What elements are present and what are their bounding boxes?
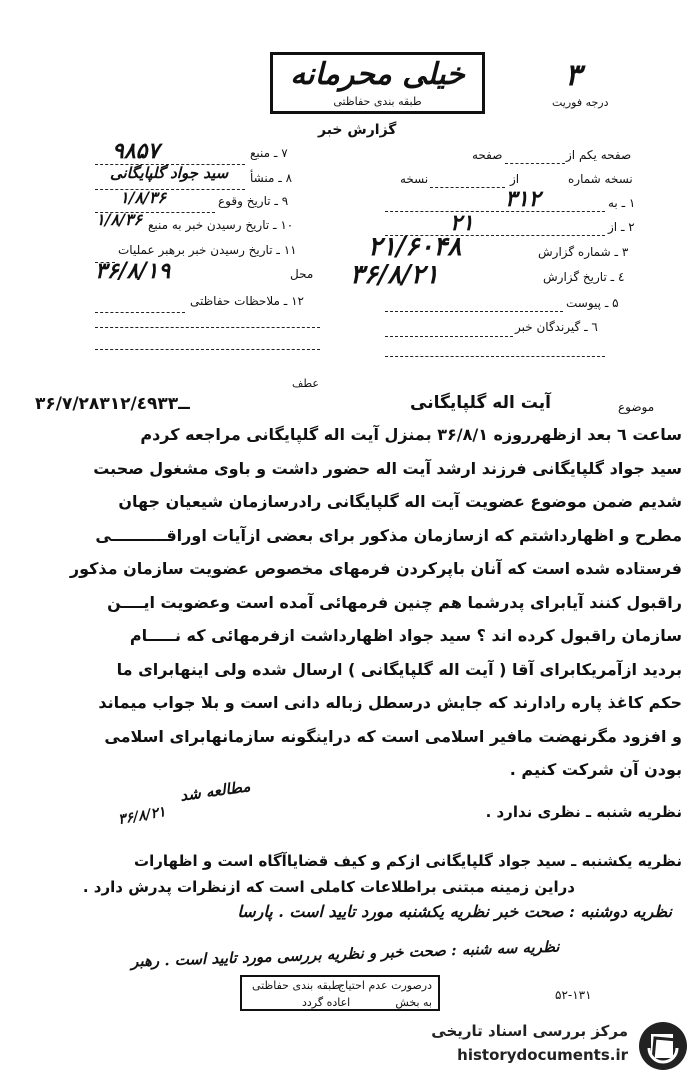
report-body bbox=[32, 418, 682, 787]
right-field-value: ۳۱۲ bbox=[505, 186, 541, 212]
left-field-label: ۱۰ ـ تاریخ رسیدن خبر به منبع bbox=[148, 218, 294, 232]
handwritten-monday: نظریه دوشنبه : صحت خبر نظریه یکشنبه مورد تایید است . پارسا bbox=[237, 902, 672, 921]
report-title: گزارش خبر bbox=[318, 122, 397, 138]
classification-text: خیلی محرمانه bbox=[290, 57, 465, 92]
body-line: شدیم ضمن موضوع عضویت آیت اله گلپایگانی رادرسازمان شیعیان جهان bbox=[118, 492, 682, 511]
right-field-label: ٦ ـ گیرندگان خبر bbox=[515, 320, 598, 334]
stamp-line: اعاده گردد bbox=[302, 996, 351, 1009]
subject-label: موضوع bbox=[618, 400, 655, 414]
archive-logo-icon bbox=[635, 1018, 691, 1074]
body-line: سید جواد گلپایگانی فرزند ارشد آیت اله حضور داشت و باوی مشغول صحبت bbox=[93, 458, 682, 478]
right-field-value: ۳۶/۸/۲۱ bbox=[350, 260, 439, 290]
field-line bbox=[430, 187, 505, 188]
body-line: ساعت ٦ بعد ازظهرروزه ۳۶/۸/۱ بمنزل آیت اله گلپایگانی مراجعه کردم bbox=[140, 425, 682, 444]
body-line: راقبول کنند آیابرای پدرشما هم چنین فرمهائی آمده است وعضویت ایــــن bbox=[107, 592, 682, 612]
field-line bbox=[385, 336, 513, 337]
priority-value: ۳ bbox=[565, 58, 582, 93]
field-line bbox=[95, 327, 320, 328]
watermark-name: مرکز بررسی اسناد تاریخی bbox=[431, 1022, 628, 1040]
right-field-extra: نسخه bbox=[400, 172, 429, 186]
reference-value: ۳۶/۷/۲۸ــ۳۱۲/٤۹۳۳ bbox=[35, 394, 190, 414]
bottom-classification-stamp bbox=[240, 975, 440, 1011]
body-line: بردید ازآمریکابرای آقا ( آیت اله گلپایگانی ) ارسال شده ولی اینهابرای ما bbox=[116, 659, 682, 679]
watermark-site: historydocuments.ir bbox=[457, 1046, 628, 1064]
left-field-label: ۱۲ ـ ملاحظات حفاظتی bbox=[190, 294, 304, 308]
right-field-label: ۳ ـ شماره گزارش bbox=[538, 245, 629, 259]
left-field-label: ۸ ـ منشأ bbox=[250, 171, 293, 185]
field-line bbox=[95, 312, 185, 313]
body-line: فرستاده شده است که آنان باپرکردن فرمهای مخصوص عضویت سازمان مذکور bbox=[69, 559, 682, 578]
field-line bbox=[95, 349, 320, 350]
field-line bbox=[385, 211, 605, 212]
left-field-label: ۱۱ ـ تاریخ رسیدن خبر برهبر عملیات bbox=[118, 243, 297, 257]
right-field-label: ۲ ـ از bbox=[608, 220, 635, 234]
left-field-label: ۷ ـ منبع bbox=[250, 146, 288, 160]
field-line bbox=[95, 189, 245, 190]
reference-label: عطف bbox=[292, 377, 319, 390]
left-field-label: محل bbox=[290, 267, 314, 281]
body-line: مطرح و اظهارداشتم که ازسازمان مذکور برای بعضی ازآیات اوراقــــــــــی bbox=[95, 525, 682, 545]
handwritten-date: ۳۶/۸/۲۱ bbox=[116, 803, 167, 829]
right-field-label: نسخه شماره bbox=[568, 172, 633, 186]
handwritten-note: مطالعه شد bbox=[179, 777, 252, 805]
body-line: سازمان راقبول کرده اند ؟ سید جواد اظهارداشت ازفرمهائی که نـــــام bbox=[129, 626, 682, 645]
left-field-value: ۹۸۵۷ bbox=[112, 138, 160, 164]
left-field-value: ۳۶/۸/۱۹ bbox=[95, 258, 171, 284]
left-field-value: ۱/۸/۳۶ bbox=[120, 188, 167, 207]
field-line bbox=[505, 163, 565, 164]
body-line: بودن آن شرکت کنیم . bbox=[509, 760, 682, 779]
stamp-line: درصورت عدم احتیاج bbox=[338, 979, 432, 992]
right-field-label: ۱ ـ به bbox=[608, 196, 636, 210]
right-field-value: ۲۱ bbox=[450, 210, 474, 236]
right-field-extra: از bbox=[510, 172, 520, 186]
right-field-label: ۵ ـ پیوست bbox=[566, 296, 619, 310]
handwritten-tuesday: نظریه سه شنبه : صحت خبر و نظریه بررسی مورد تایید است . رهبر bbox=[131, 937, 561, 971]
stamp-line: به بخش bbox=[395, 996, 432, 1009]
right-field-label: صفحه یکم از bbox=[566, 148, 632, 162]
left-field-value: سید جواد گلپایگانی bbox=[110, 164, 229, 182]
priority-label: درجه فوریت bbox=[552, 96, 609, 109]
field-line bbox=[385, 356, 605, 357]
body-line: حکم کاغذ پاره رادارند که جایش درسطل زباله دانی است و بلا جواب میماند bbox=[98, 693, 682, 712]
left-field-value: ۱/۸/۳۶ bbox=[96, 210, 143, 229]
form-code: ۵۲-۱۳۱ bbox=[555, 988, 592, 1002]
left-field-label: ۹ ـ تاریخ وقوع bbox=[218, 194, 289, 208]
right-field-label: ٤ ـ تاریخ گزارش bbox=[543, 270, 625, 284]
body-line: و افزود مگرنهضت مافیر اسلامی است که دراینگونه سازمانهابرای اسلامی bbox=[104, 726, 682, 746]
field-line bbox=[385, 311, 563, 312]
opinion-sunday: نظریه یکشنبه ـ سید جواد گلپایگانی ازکم و کیف قضایاآگاه است و اظهارات bbox=[134, 852, 682, 870]
right-field-value: ۲۱/۶۰۴۸ bbox=[368, 232, 462, 262]
classification-stamp bbox=[270, 52, 485, 114]
opinion-saturday: نظریه شنبه ـ نظری ندارد . bbox=[485, 803, 682, 821]
classification-subtitle: طبقه بندی حفاظتی bbox=[333, 95, 422, 108]
subject-value: آیت اله گلپایگانی bbox=[410, 393, 551, 413]
right-field-extra: صفحه bbox=[472, 148, 503, 162]
stamp-line: طبقه بندی حفاظتی bbox=[252, 979, 341, 992]
opinion-sunday-cont: دراین زمینه مبتنی براطلاعات کاملی است که ازنظرات پدرش دارد . bbox=[82, 878, 575, 896]
